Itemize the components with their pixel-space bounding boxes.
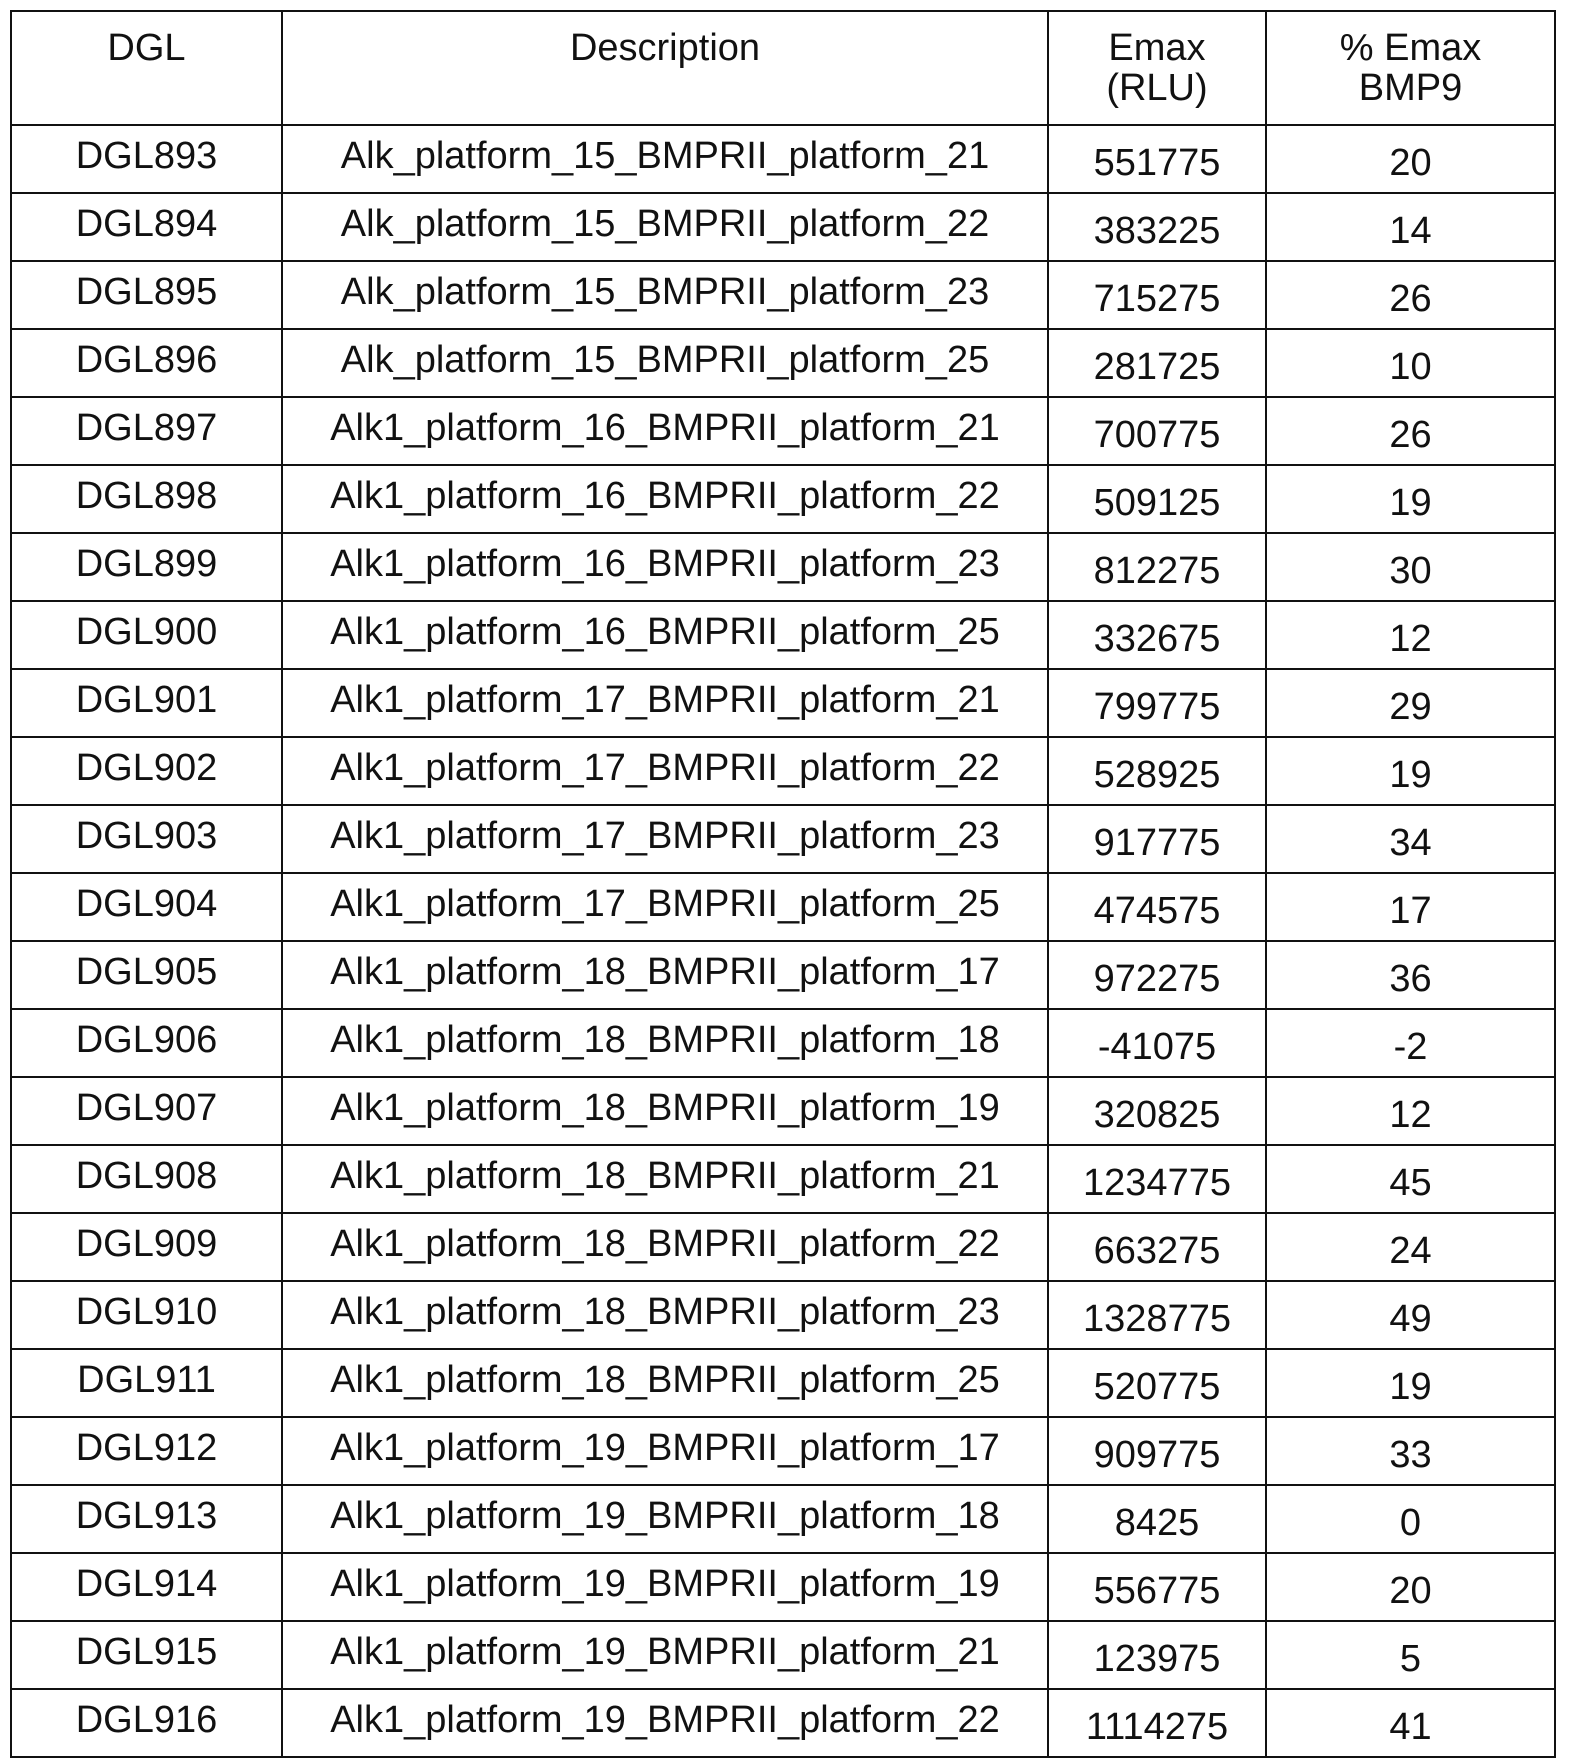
dgl-cell: DGL894 — [11, 193, 282, 261]
emax-cell: 917775 — [1048, 805, 1266, 873]
dgl-cell: DGL895 — [11, 261, 282, 329]
dgl-cell: DGL908 — [11, 1145, 282, 1213]
description-cell: Alk1_platform_17_BMPRII_platform_23 — [282, 805, 1048, 873]
header-pct-line2: BMP9 — [1359, 67, 1462, 109]
dgl-cell: DGL893 — [11, 125, 282, 193]
table-row — [11, 941, 1555, 1009]
emax-cell: 812275 — [1048, 533, 1266, 601]
table-row — [11, 1417, 1555, 1485]
emax-cell: -41075 — [1048, 1009, 1266, 1077]
table-row — [11, 669, 1555, 737]
description-cell: Alk1_platform_16_BMPRII_platform_23 — [282, 533, 1048, 601]
description-cell: Alk1_platform_18_BMPRII_platform_17 — [282, 941, 1048, 1009]
header-emax — [1048, 11, 1266, 125]
description-cell: Alk_platform_15_BMPRII_platform_25 — [282, 329, 1048, 397]
emax-cell: 528925 — [1048, 737, 1266, 805]
emax-cell: 520775 — [1048, 1349, 1266, 1417]
description-cell: Alk_platform_15_BMPRII_platform_23 — [282, 261, 1048, 329]
header-row — [11, 11, 1555, 125]
dgl-cell: DGL901 — [11, 669, 282, 737]
pct-emax-cell: 20 — [1266, 125, 1555, 193]
dgl-cell: DGL902 — [11, 737, 282, 805]
dgl-cell: DGL900 — [11, 601, 282, 669]
pct-emax-cell: 41 — [1266, 1689, 1555, 1757]
dgl-cell: DGL899 — [11, 533, 282, 601]
pct-emax-cell: 12 — [1266, 601, 1555, 669]
table-row — [11, 1689, 1555, 1757]
header-emax-line1: Emax — [1108, 27, 1205, 69]
description-cell: Alk1_platform_18_BMPRII_platform_19 — [282, 1077, 1048, 1145]
dgl-cell: DGL906 — [11, 1009, 282, 1077]
table-row — [11, 805, 1555, 873]
emax-cell: 1234775 — [1048, 1145, 1266, 1213]
description-cell: Alk1_platform_19_BMPRII_platform_17 — [282, 1417, 1048, 1485]
description-cell: Alk1_platform_18_BMPRII_platform_21 — [282, 1145, 1048, 1213]
pct-emax-cell: 49 — [1266, 1281, 1555, 1349]
description-cell: Alk_platform_15_BMPRII_platform_21 — [282, 125, 1048, 193]
description-cell: Alk1_platform_19_BMPRII_platform_21 — [282, 1621, 1048, 1689]
emax-cell: 474575 — [1048, 873, 1266, 941]
description-cell: Alk1_platform_17_BMPRII_platform_22 — [282, 737, 1048, 805]
dgl-cell: DGL897 — [11, 397, 282, 465]
emax-cell: 715275 — [1048, 261, 1266, 329]
pct-emax-cell: 19 — [1266, 737, 1555, 805]
description-cell: Alk1_platform_16_BMPRII_platform_21 — [282, 397, 1048, 465]
dgl-cell: DGL896 — [11, 329, 282, 397]
description-cell: Alk1_platform_18_BMPRII_platform_23 — [282, 1281, 1048, 1349]
pct-emax-cell: 36 — [1266, 941, 1555, 1009]
pct-emax-cell: 29 — [1266, 669, 1555, 737]
pct-emax-cell: 34 — [1266, 805, 1555, 873]
table-row — [11, 125, 1555, 193]
dgl-cell: DGL904 — [11, 873, 282, 941]
table-row — [11, 1077, 1555, 1145]
dgl-cell: DGL907 — [11, 1077, 282, 1145]
dgl-cell: DGL914 — [11, 1553, 282, 1621]
pct-emax-cell: 14 — [1266, 193, 1555, 261]
pct-emax-cell: 5 — [1266, 1621, 1555, 1689]
header-dgl-label: DGL — [107, 27, 185, 69]
pct-emax-cell: 26 — [1266, 261, 1555, 329]
pct-emax-cell: 20 — [1266, 1553, 1555, 1621]
table-row — [11, 329, 1555, 397]
description-cell: Alk1_platform_19_BMPRII_platform_22 — [282, 1689, 1048, 1757]
dgl-cell: DGL913 — [11, 1485, 282, 1553]
table-row — [11, 397, 1555, 465]
description-cell: Alk1_platform_16_BMPRII_platform_25 — [282, 601, 1048, 669]
dgl-cell: DGL905 — [11, 941, 282, 1009]
emax-cell: 663275 — [1048, 1213, 1266, 1281]
description-cell: Alk1_platform_18_BMPRII_platform_25 — [282, 1349, 1048, 1417]
table-row — [11, 737, 1555, 805]
emax-cell: 909775 — [1048, 1417, 1266, 1485]
emax-cell: 700775 — [1048, 397, 1266, 465]
emax-table — [10, 10, 1556, 1758]
description-cell: Alk1_platform_17_BMPRII_platform_21 — [282, 669, 1048, 737]
pct-emax-cell: 17 — [1266, 873, 1555, 941]
table-row — [11, 261, 1555, 329]
dgl-cell: DGL915 — [11, 1621, 282, 1689]
pct-emax-cell: 10 — [1266, 329, 1555, 397]
pct-emax-cell: 33 — [1266, 1417, 1555, 1485]
table-row — [11, 1553, 1555, 1621]
dgl-cell: DGL912 — [11, 1417, 282, 1485]
dgl-cell: DGL903 — [11, 805, 282, 873]
table-row — [11, 1009, 1555, 1077]
header-description-label: Description — [570, 27, 760, 69]
emax-cell: 281725 — [1048, 329, 1266, 397]
emax-cell: 799775 — [1048, 669, 1266, 737]
dgl-cell: DGL911 — [11, 1349, 282, 1417]
emax-cell: 8425 — [1048, 1485, 1266, 1553]
description-cell: Alk1_platform_18_BMPRII_platform_18 — [282, 1009, 1048, 1077]
description-cell: Alk1_platform_17_BMPRII_platform_25 — [282, 873, 1048, 941]
table-row — [11, 601, 1555, 669]
pct-emax-cell: 26 — [1266, 397, 1555, 465]
table-row — [11, 1213, 1555, 1281]
header-description — [282, 11, 1048, 125]
emax-cell: 320825 — [1048, 1077, 1266, 1145]
emax-cell: 383225 — [1048, 193, 1266, 261]
pct-emax-cell: 30 — [1266, 533, 1555, 601]
pct-emax-cell: 24 — [1266, 1213, 1555, 1281]
description-cell: Alk1_platform_19_BMPRII_platform_19 — [282, 1553, 1048, 1621]
dgl-cell: DGL909 — [11, 1213, 282, 1281]
table-row — [11, 533, 1555, 601]
header-pct-emax — [1266, 11, 1555, 125]
emax-cell: 123975 — [1048, 1621, 1266, 1689]
emax-cell: 1328775 — [1048, 1281, 1266, 1349]
pct-emax-cell: 12 — [1266, 1077, 1555, 1145]
table-row — [11, 1349, 1555, 1417]
table-row — [11, 1145, 1555, 1213]
pct-emax-cell: 0 — [1266, 1485, 1555, 1553]
pct-emax-cell: 19 — [1266, 465, 1555, 533]
description-cell: Alk1_platform_16_BMPRII_platform_22 — [282, 465, 1048, 533]
emax-cell: 972275 — [1048, 941, 1266, 1009]
header-dgl — [11, 11, 282, 125]
emax-cell: 551775 — [1048, 125, 1266, 193]
emax-cell: 556775 — [1048, 1553, 1266, 1621]
table-row — [11, 1281, 1555, 1349]
table-row — [11, 873, 1555, 941]
emax-cell: 1114275 — [1048, 1689, 1266, 1757]
table-row — [11, 1621, 1555, 1689]
description-cell: Alk1_platform_18_BMPRII_platform_22 — [282, 1213, 1048, 1281]
emax-cell: 332675 — [1048, 601, 1266, 669]
emax-cell: 509125 — [1048, 465, 1266, 533]
pct-emax-cell: 19 — [1266, 1349, 1555, 1417]
dgl-cell: DGL910 — [11, 1281, 282, 1349]
table-row — [11, 1485, 1555, 1553]
table-row — [11, 465, 1555, 533]
header-pct-line1: % Emax — [1340, 27, 1481, 69]
description-cell: Alk_platform_15_BMPRII_platform_22 — [282, 193, 1048, 261]
dgl-cell: DGL916 — [11, 1689, 282, 1757]
description-cell: Alk1_platform_19_BMPRII_platform_18 — [282, 1485, 1048, 1553]
dgl-cell: DGL898 — [11, 465, 282, 533]
header-emax-line2: (RLU) — [1106, 67, 1207, 109]
pct-emax-cell: 45 — [1266, 1145, 1555, 1213]
table-row — [11, 193, 1555, 261]
pct-emax-cell: -2 — [1266, 1009, 1555, 1077]
